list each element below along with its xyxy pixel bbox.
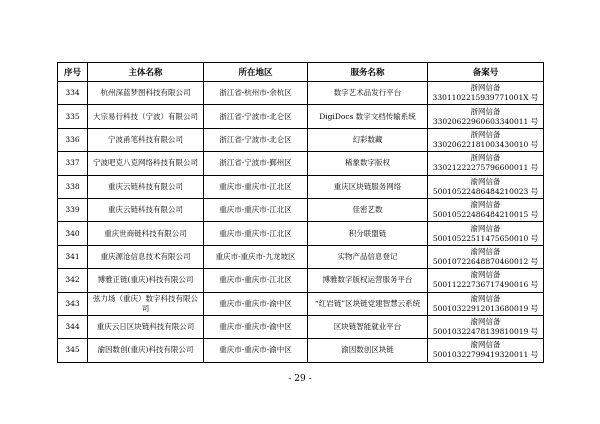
cell-filing-number [428,82,544,105]
table-row [58,198,544,221]
cell-entity-name: 杭州深蓝梦图科技有限公司 [88,82,204,105]
cell-no: 337 [58,152,88,175]
cell-region: 浙江省-宁波市-北仑区 [204,128,308,151]
header-service-name: 服务名称 [308,63,428,82]
table-row [58,152,544,175]
cell-no: 341 [58,245,88,268]
filing-code: 33021222275796600011 号 [432,163,539,173]
cell-no: 345 [58,339,88,362]
filing-code: 50010322799419320011 号 [432,350,539,360]
table-header-row [58,63,544,82]
table-row [58,292,544,315]
filing-prefix: 渝网信备 [470,293,501,303]
header-entity-name: 主体名称 [88,63,204,82]
cell-no: 344 [58,315,88,338]
cell-service-name: 稀象数字版权 [308,152,428,175]
filing-prefix: 浙网信备 [470,129,501,139]
filing-prefix: 渝网信备 [470,223,501,233]
filing-code: 33020622181003430010 号 [432,139,539,149]
cell-region: 重庆市-重庆市-江北区 [204,269,308,292]
cell-filing-number [428,269,544,292]
table-row [58,339,544,362]
table-row [58,82,544,105]
filing-code: 50010722648870460012 号 [432,256,539,266]
cell-filing-number [428,152,544,175]
cell-no: 343 [58,292,88,315]
cell-entity-name: 大宗易行科技（宁波）有限公司 [88,105,204,128]
cell-entity-name: 重庆云日区块链科技有限公司 [88,315,204,338]
filing-table [57,62,544,363]
cell-region: 浙江省-杭州市-余杭区 [204,82,308,105]
header-filing-number: 备案号 [428,63,544,82]
cell-filing-number [428,198,544,221]
cell-no: 340 [58,222,88,245]
cell-filing-number [428,245,544,268]
cell-filing-number [428,105,544,128]
cell-region: 重庆市-重庆市-九龙坡区 [204,245,308,268]
table-row [58,222,544,245]
filing-code: 50010322478139810019 号 [432,327,539,337]
cell-entity-name: 重庆云链科技有限公司 [88,198,204,221]
filing-code: 33011022159397710​01X 号 [432,93,539,103]
cell-service-name: “红岩链”区块链党建智慧云系统 [308,292,428,315]
cell-service-name: 重庆区块链服务网络 [308,175,428,198]
cell-filing-number [428,175,544,198]
table-row [58,175,544,198]
filing-prefix: 浙网信备 [470,153,501,163]
cell-region: 浙江省-宁波市-北仑区 [204,105,308,128]
cell-no: 338 [58,175,88,198]
filing-code: 50010522486484210015 号 [432,210,539,220]
cell-service-name: DigiDocs 数字文档传输系统 [308,105,428,128]
filing-prefix: 浙网信备 [470,83,501,93]
cell-service-name: 渝因数创区块链 [308,339,428,362]
cell-region: 重庆市-重庆市-渝中区 [204,292,308,315]
cell-entity-name: 宁波甬笔科技有限公司 [88,128,204,151]
cell-no: 339 [58,198,88,221]
filing-code: 50010522511475650010 号 [432,233,539,243]
cell-filing-number [428,315,544,338]
table-row [58,269,544,292]
filing-prefix: 渝网信备 [470,246,501,256]
table-row [58,315,544,338]
cell-no: 334 [58,82,88,105]
cell-entity-name: 重庆世商链科技有限公司 [88,222,204,245]
cell-service-name: 实物产品信息登记 [308,245,428,268]
cell-filing-number [428,128,544,151]
cell-service-name: 区块链智能就业平台 [308,315,428,338]
cell-no: 342 [58,269,88,292]
filing-code: 50010522486484210023 号 [432,186,539,196]
filing-prefix: 渝网信备 [470,317,501,327]
filing-code: 50010322912013680019 号 [432,303,539,313]
cell-service-name: 博雅数字版权运营服务平台 [308,269,428,292]
table-row [58,245,544,268]
header-region: 所在地区 [204,63,308,82]
cell-region: 浙江省-宁波市-鄞州区 [204,152,308,175]
filing-prefix: 渝网信备 [470,270,501,280]
filing-prefix: 渝网信备 [470,340,501,350]
cell-service-name: 积分联盟链 [308,222,428,245]
cell-no: 336 [58,128,88,151]
cell-entity-name: 博雅正链(重庆)科技有限公司 [88,269,204,292]
page-number: - 29 - [288,374,312,384]
cell-filing-number [428,292,544,315]
table-row [58,128,544,151]
cell-filing-number [428,222,544,245]
table-row [58,105,544,128]
cell-region: 重庆市-重庆市-渝中区 [204,339,308,362]
cell-service-name: 幻彩数藏 [308,128,428,151]
cell-region: 重庆市-重庆市-渝中区 [204,315,308,338]
cell-no: 335 [58,105,88,128]
filing-code: 33020622960603340011 号 [432,116,539,126]
cell-entity-name: 重庆源沧信息技术有限公司 [88,245,204,268]
cell-entity-name: 重庆云链科技有限公司 [88,175,204,198]
cell-service-name: 佳密艺数 [308,198,428,221]
filing-prefix: 渝网信备 [470,200,501,210]
cell-region: 重庆市-重庆市-江北区 [204,198,308,221]
cell-entity-name: 渝因数创(重庆)科技有限公司 [88,339,204,362]
filing-code: 50011222736717490016 号 [432,280,539,290]
header-no: 序号 [58,63,88,82]
cell-entity-name: 弦力场（重庆）数字科技有限公司 [88,292,204,315]
filing-prefix: 浙网信备 [470,106,501,116]
cell-service-name: 数字艺术品发行平台 [308,82,428,105]
cell-region: 重庆市-重庆市-江北区 [204,222,308,245]
cell-entity-name: 宁波吧克八克网络科技有限公司 [88,152,204,175]
cell-region: 重庆市-重庆市-江北区 [204,175,308,198]
cell-filing-number [428,339,544,362]
filing-prefix: 渝网信备 [470,176,501,186]
